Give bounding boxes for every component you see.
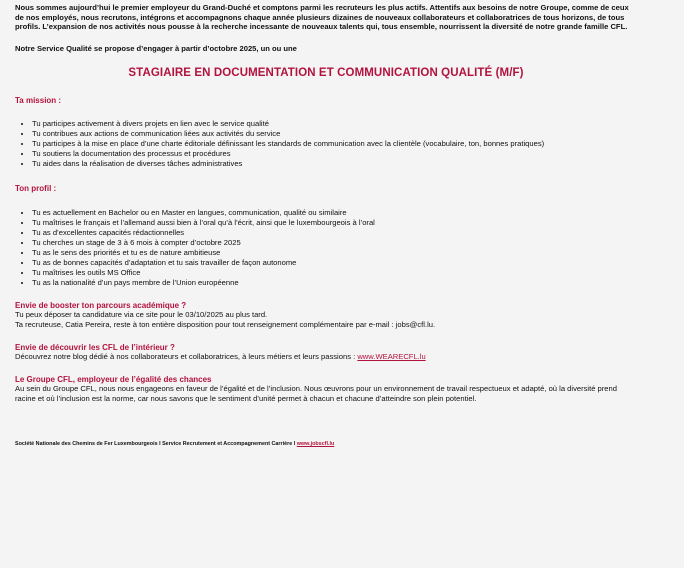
groupe-heading: Le Groupe CFL, employeur de l’égalité des chances xyxy=(15,374,212,384)
mission-list xyxy=(15,119,637,169)
mission-item: • Tu participes activement à divers projets en lien avec le service qualité xyxy=(32,119,637,129)
recruiter-contact-text: Ta recruteuse, Catia Pereira, reste à ton entière disposition pour tout renseignement complémentaire par e-mail : jobs@cfl.lu. xyxy=(15,319,436,329)
profil-item: • Tu es actuellement en Bachelor ou en Master en langues, communication, qualité ou similaire xyxy=(32,208,637,218)
mission-item: • Tu contribues aux actions de communication liées aux activités du service xyxy=(32,129,637,139)
groupe-paragraph: Au sein du Groupe CFL, nous nous engageons en faveur de l’égalité et de l’inclusion. Nous œuvrons pour un environnement de travail respectueux et adapté, où la diversité prend racine et où l’inclusion est la norme, car nous savons que le sentiment d’unité permet à chacun et chacune d’atteindre son plein potentiel. xyxy=(15,383,617,403)
profil-item: • Tu maîtrises le français et l’allemand aussi bien à l’oral qu’à l’écrit, ainsi que le luxembourgeois à l’oral xyxy=(32,218,637,228)
mission-item: • Tu aides dans la réalisation de diverses tâches administratives xyxy=(32,159,637,169)
profil-item: • Tu cherches un stage de 3 à 6 mois à compter d’octobre 2025 xyxy=(32,238,637,248)
job-posting xyxy=(15,0,637,452)
footer-text: Société Nationale des Chemins de Fer Luxembourgeois I Service Recrutement et Accompagnement Carrière I xyxy=(15,440,297,447)
profil-item: • Tu as de bonnes capacités d’adaptation et tu sais travailler de façon autonome xyxy=(32,258,637,268)
profil-list xyxy=(15,208,637,288)
mission-item: • Tu soutiens la documentation des processus et procédures xyxy=(32,149,637,159)
envie-heading: Envie de booster ton parcours académique ? xyxy=(15,300,187,310)
intro-paragraph: Nous sommes aujourd’hui le premier employeur du Grand-Duché et comptons parmi les recruteurs les plus actifs. Attentifs aux besoins de notre Groupe, comme de ceux de nos employés, nous recrutons, intégrons et accompagnons chaque année plusieurs dizaines de nouveaux collaborateurs et collaboratrices de tous horizons, de tous profils. L’expansion de nos activités nous pousse à la recherche incessante de nouveaux talents qui, tous ensemble, nourrissent la diversité de notre grande famille CFL. xyxy=(15,3,629,32)
wearecfl-link[interactable]: www.WEARECFL.lu xyxy=(357,351,426,361)
profil-item: • Tu as le sens des priorités et tu es de nature ambitieuse xyxy=(32,248,637,258)
profil-item: • Tu as la nationalité d’un pays membre de l’Union européenne xyxy=(32,278,637,288)
jobscfl-link[interactable]: www.jobscfl.lu xyxy=(296,440,335,447)
profil-item: • Tu maîtrises les outils MS Office xyxy=(32,268,637,278)
cfl-interieur-heading: Envie de découvrir les CFL de l’intérieur ? xyxy=(15,342,175,352)
mission-item: • Tu participes à la mise en place d’une charte éditoriale définissant les standards de communication avec la clientèle (vocabulaire, ton, bonnes pratiques) xyxy=(32,139,637,149)
blog-paragraph xyxy=(15,352,637,362)
footer xyxy=(15,441,637,447)
job-title: STAGIAIRE EN DOCUMENTATION ET COMMUNICATION QUALITÉ (M/F) xyxy=(128,66,524,79)
mission-heading: Ta mission : xyxy=(15,95,62,105)
blog-text: Découvrez notre blog dédié à nos collaborateurs et collaboratrices, à leurs métiers et leurs passions : xyxy=(15,351,358,361)
profil-heading: Ton profil : xyxy=(15,183,57,193)
deadline-text: Tu peux déposer ta candidature via ce site pour le 03/10/2025 au plus tard. xyxy=(15,309,268,319)
profil-item: • Tu as d’excellentes capacités rédactionnelles xyxy=(32,228,637,238)
lead-sentence: Notre Service Qualité se propose d’engager à partir d’octobre 2025, un ou une xyxy=(15,43,297,53)
